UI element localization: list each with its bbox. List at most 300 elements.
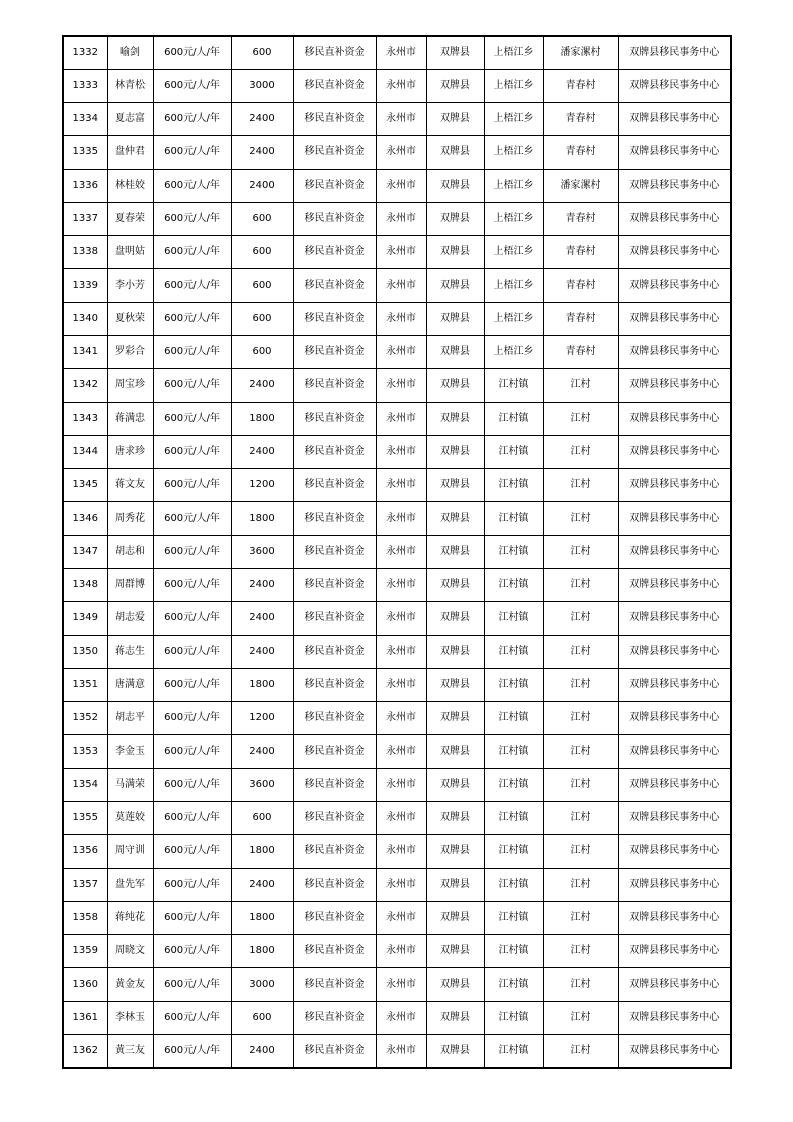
table-row [63, 635, 731, 668]
city-cell: 永州市 [376, 768, 426, 801]
village-cell: 青春村 [543, 269, 618, 302]
row-number-cell: 1351 [63, 668, 107, 701]
name-cell: 李金玉 [107, 735, 153, 768]
agency-cell: 双牌县移民事务中心 [618, 502, 731, 535]
name-cell: 周宝珍 [107, 369, 153, 402]
name-cell: 林桂姣 [107, 169, 153, 202]
village-cell: 潘家漯村 [543, 169, 618, 202]
amount-cell: 1200 [231, 469, 293, 502]
agency-cell: 双牌县移民事务中心 [618, 868, 731, 901]
row-number-cell: 1340 [63, 302, 107, 335]
city-cell: 永州市 [376, 901, 426, 934]
village-cell: 江村 [543, 435, 618, 468]
row-number-cell: 1334 [63, 103, 107, 136]
city-cell: 永州市 [376, 402, 426, 435]
standard-cell: 600元/人/年 [153, 336, 231, 369]
township-cell: 江村镇 [484, 635, 543, 668]
fund-type-cell: 移民直补资金 [293, 435, 376, 468]
city-cell: 永州市 [376, 369, 426, 402]
name-cell: 林青松 [107, 69, 153, 102]
county-cell: 双牌县 [426, 535, 484, 568]
amount-cell: 2400 [231, 435, 293, 468]
standard-cell: 600元/人/年 [153, 702, 231, 735]
county-cell: 双牌县 [426, 269, 484, 302]
city-cell: 永州市 [376, 868, 426, 901]
table-row [63, 435, 731, 468]
name-cell: 唐满意 [107, 668, 153, 701]
table-row [63, 835, 731, 868]
agency-cell: 双牌县移民事务中心 [618, 735, 731, 768]
city-cell: 永州市 [376, 36, 426, 69]
row-number-cell: 1358 [63, 901, 107, 934]
row-number-cell: 1339 [63, 269, 107, 302]
village-cell: 江村 [543, 968, 618, 1001]
fund-type-cell: 移民直补资金 [293, 702, 376, 735]
table-row [63, 702, 731, 735]
amount-cell: 3600 [231, 535, 293, 568]
city-cell: 永州市 [376, 668, 426, 701]
city-cell: 永州市 [376, 968, 426, 1001]
fund-type-cell: 移民直补资金 [293, 868, 376, 901]
standard-cell: 600元/人/年 [153, 169, 231, 202]
amount-cell: 1800 [231, 835, 293, 868]
agency-cell: 双牌县移民事务中心 [618, 702, 731, 735]
table-row [63, 1034, 731, 1067]
county-cell: 双牌县 [426, 103, 484, 136]
fund-type-cell: 移民直补资金 [293, 302, 376, 335]
township-cell: 上梧江乡 [484, 202, 543, 235]
village-cell: 江村 [543, 469, 618, 502]
table-row [63, 968, 731, 1001]
name-cell: 马满荣 [107, 768, 153, 801]
standard-cell: 600元/人/年 [153, 635, 231, 668]
fund-type-cell: 移民直补资金 [293, 735, 376, 768]
township-cell: 上梧江乡 [484, 69, 543, 102]
standard-cell: 600元/人/年 [153, 668, 231, 701]
county-cell: 双牌县 [426, 901, 484, 934]
township-cell: 江村镇 [484, 735, 543, 768]
fund-type-cell: 移民直补资金 [293, 635, 376, 668]
name-cell: 周群博 [107, 569, 153, 602]
county-cell: 双牌县 [426, 968, 484, 1001]
fund-type-cell: 移民直补资金 [293, 535, 376, 568]
agency-cell: 双牌县移民事务中心 [618, 136, 731, 169]
city-cell: 永州市 [376, 502, 426, 535]
county-cell: 双牌县 [426, 69, 484, 102]
village-cell: 江村 [543, 635, 618, 668]
name-cell: 喻剑 [107, 36, 153, 69]
standard-cell: 600元/人/年 [153, 302, 231, 335]
fund-type-cell: 移民直补资金 [293, 169, 376, 202]
name-cell: 黄三友 [107, 1034, 153, 1067]
table-row [63, 236, 731, 269]
agency-cell: 双牌县移民事务中心 [618, 901, 731, 934]
township-cell: 江村镇 [484, 369, 543, 402]
city-cell: 永州市 [376, 1034, 426, 1067]
fund-type-cell: 移民直补资金 [293, 768, 376, 801]
standard-cell: 600元/人/年 [153, 569, 231, 602]
township-cell: 上梧江乡 [484, 236, 543, 269]
county-cell: 双牌县 [426, 835, 484, 868]
county-cell: 双牌县 [426, 735, 484, 768]
agency-cell: 双牌县移民事务中心 [618, 569, 731, 602]
county-cell: 双牌县 [426, 801, 484, 834]
county-cell: 双牌县 [426, 502, 484, 535]
village-cell: 江村 [543, 668, 618, 701]
amount-cell: 600 [231, 336, 293, 369]
amount-cell: 2400 [231, 868, 293, 901]
city-cell: 永州市 [376, 269, 426, 302]
row-number-cell: 1349 [63, 602, 107, 635]
city-cell: 永州市 [376, 302, 426, 335]
standard-cell: 600元/人/年 [153, 402, 231, 435]
amount-cell: 2400 [231, 602, 293, 635]
county-cell: 双牌县 [426, 1001, 484, 1034]
standard-cell: 600元/人/年 [153, 236, 231, 269]
table-row [63, 768, 731, 801]
name-cell: 胡志爱 [107, 602, 153, 635]
table-row [63, 901, 731, 934]
amount-cell: 1800 [231, 901, 293, 934]
township-cell: 上梧江乡 [484, 302, 543, 335]
agency-cell: 双牌县移民事务中心 [618, 36, 731, 69]
name-cell: 蒋志生 [107, 635, 153, 668]
amount-cell: 600 [231, 1001, 293, 1034]
township-cell: 江村镇 [484, 668, 543, 701]
county-cell: 双牌县 [426, 136, 484, 169]
row-number-cell: 1350 [63, 635, 107, 668]
city-cell: 永州市 [376, 169, 426, 202]
city-cell: 永州市 [376, 69, 426, 102]
township-cell: 江村镇 [484, 1001, 543, 1034]
township-cell: 江村镇 [484, 968, 543, 1001]
fund-type-cell: 移民直补资金 [293, 36, 376, 69]
amount-cell: 1800 [231, 402, 293, 435]
county-cell: 双牌县 [426, 302, 484, 335]
fund-type-cell: 移民直补资金 [293, 901, 376, 934]
amount-cell: 600 [231, 36, 293, 69]
agency-cell: 双牌县移民事务中心 [618, 202, 731, 235]
village-cell: 江村 [543, 702, 618, 735]
county-cell: 双牌县 [426, 169, 484, 202]
amount-cell: 2400 [231, 369, 293, 402]
city-cell: 永州市 [376, 569, 426, 602]
standard-cell: 600元/人/年 [153, 835, 231, 868]
table-body [63, 36, 731, 1068]
fund-type-cell: 移民直补资金 [293, 236, 376, 269]
city-cell: 永州市 [376, 635, 426, 668]
table-row [63, 735, 731, 768]
city-cell: 永州市 [376, 1001, 426, 1034]
agency-cell: 双牌县移民事务中心 [618, 968, 731, 1001]
county-cell: 双牌县 [426, 402, 484, 435]
name-cell: 李小芳 [107, 269, 153, 302]
county-cell: 双牌县 [426, 702, 484, 735]
name-cell: 胡志和 [107, 535, 153, 568]
row-number-cell: 1354 [63, 768, 107, 801]
fund-type-cell: 移民直补资金 [293, 801, 376, 834]
village-cell: 江村 [543, 602, 618, 635]
city-cell: 永州市 [376, 801, 426, 834]
amount-cell: 2400 [231, 1034, 293, 1067]
row-number-cell: 1333 [63, 69, 107, 102]
city-cell: 永州市 [376, 202, 426, 235]
row-number-cell: 1361 [63, 1001, 107, 1034]
county-cell: 双牌县 [426, 369, 484, 402]
amount-cell: 600 [231, 236, 293, 269]
row-number-cell: 1342 [63, 369, 107, 402]
agency-cell: 双牌县移民事务中心 [618, 635, 731, 668]
township-cell: 江村镇 [484, 435, 543, 468]
township-cell: 上梧江乡 [484, 169, 543, 202]
fund-type-cell: 移民直补资金 [293, 202, 376, 235]
table-row [63, 668, 731, 701]
township-cell: 江村镇 [484, 469, 543, 502]
city-cell: 永州市 [376, 136, 426, 169]
agency-cell: 双牌县移民事务中心 [618, 435, 731, 468]
row-number-cell: 1338 [63, 236, 107, 269]
row-number-cell: 1360 [63, 968, 107, 1001]
row-number-cell: 1343 [63, 402, 107, 435]
row-number-cell: 1362 [63, 1034, 107, 1067]
table-row [63, 602, 731, 635]
agency-cell: 双牌县移民事务中心 [618, 302, 731, 335]
agency-cell: 双牌县移民事务中心 [618, 602, 731, 635]
city-cell: 永州市 [376, 236, 426, 269]
village-cell: 青春村 [543, 103, 618, 136]
amount-cell: 600 [231, 801, 293, 834]
amount-cell: 2400 [231, 635, 293, 668]
village-cell: 青春村 [543, 336, 618, 369]
name-cell: 盘仲君 [107, 136, 153, 169]
county-cell: 双牌县 [426, 336, 484, 369]
city-cell: 永州市 [376, 702, 426, 735]
township-cell: 江村镇 [484, 1034, 543, 1067]
standard-cell: 600元/人/年 [153, 502, 231, 535]
village-cell: 青春村 [543, 136, 618, 169]
name-cell: 蒋文友 [107, 469, 153, 502]
row-number-cell: 1346 [63, 502, 107, 535]
table-row [63, 302, 731, 335]
amount-cell: 3000 [231, 69, 293, 102]
agency-cell: 双牌县移民事务中心 [618, 269, 731, 302]
fund-type-cell: 移民直补资金 [293, 336, 376, 369]
city-cell: 永州市 [376, 469, 426, 502]
township-cell: 江村镇 [484, 702, 543, 735]
fund-type-cell: 移民直补资金 [293, 369, 376, 402]
city-cell: 永州市 [376, 935, 426, 968]
standard-cell: 600元/人/年 [153, 269, 231, 302]
standard-cell: 600元/人/年 [153, 868, 231, 901]
amount-cell: 1800 [231, 668, 293, 701]
agency-cell: 双牌县移民事务中心 [618, 236, 731, 269]
row-number-cell: 1336 [63, 169, 107, 202]
agency-cell: 双牌县移民事务中心 [618, 801, 731, 834]
name-cell: 盘先军 [107, 868, 153, 901]
city-cell: 永州市 [376, 835, 426, 868]
agency-cell: 双牌县移民事务中心 [618, 469, 731, 502]
row-number-cell: 1348 [63, 569, 107, 602]
standard-cell: 600元/人/年 [153, 36, 231, 69]
township-cell: 上梧江乡 [484, 336, 543, 369]
agency-cell: 双牌县移民事务中心 [618, 69, 731, 102]
village-cell: 青春村 [543, 302, 618, 335]
table-row [63, 269, 731, 302]
standard-cell: 600元/人/年 [153, 768, 231, 801]
fund-type-cell: 移民直补资金 [293, 569, 376, 602]
row-number-cell: 1347 [63, 535, 107, 568]
fund-type-cell: 移民直补资金 [293, 1001, 376, 1034]
name-cell: 周守训 [107, 835, 153, 868]
township-cell: 江村镇 [484, 868, 543, 901]
table-row [63, 69, 731, 102]
fund-type-cell: 移民直补资金 [293, 502, 376, 535]
name-cell: 夏春荣 [107, 202, 153, 235]
row-number-cell: 1337 [63, 202, 107, 235]
table-row [63, 801, 731, 834]
township-cell: 江村镇 [484, 901, 543, 934]
row-number-cell: 1357 [63, 868, 107, 901]
city-cell: 永州市 [376, 336, 426, 369]
amount-cell: 3000 [231, 968, 293, 1001]
village-cell: 江村 [543, 369, 618, 402]
county-cell: 双牌县 [426, 935, 484, 968]
village-cell: 江村 [543, 402, 618, 435]
fund-type-cell: 移民直补资金 [293, 935, 376, 968]
name-cell: 莫莲姣 [107, 801, 153, 834]
name-cell: 周秀花 [107, 502, 153, 535]
standard-cell: 600元/人/年 [153, 602, 231, 635]
name-cell: 李林玉 [107, 1001, 153, 1034]
village-cell: 江村 [543, 868, 618, 901]
agency-cell: 双牌县移民事务中心 [618, 535, 731, 568]
city-cell: 永州市 [376, 535, 426, 568]
standard-cell: 600元/人/年 [153, 1001, 231, 1034]
county-cell: 双牌县 [426, 602, 484, 635]
village-cell: 江村 [543, 1001, 618, 1034]
township-cell: 江村镇 [484, 835, 543, 868]
row-number-cell: 1332 [63, 36, 107, 69]
name-cell: 夏秋荣 [107, 302, 153, 335]
village-cell: 江村 [543, 801, 618, 834]
row-number-cell: 1344 [63, 435, 107, 468]
fund-type-cell: 移民直补资金 [293, 69, 376, 102]
agency-cell: 双牌县移民事务中心 [618, 1034, 731, 1067]
village-cell: 潘家漯村 [543, 36, 618, 69]
standard-cell: 600元/人/年 [153, 801, 231, 834]
village-cell: 青春村 [543, 69, 618, 102]
name-cell: 盘明姑 [107, 236, 153, 269]
fund-type-cell: 移民直补资金 [293, 136, 376, 169]
standard-cell: 600元/人/年 [153, 103, 231, 136]
agency-cell: 双牌县移民事务中心 [618, 668, 731, 701]
village-cell: 江村 [543, 535, 618, 568]
table-row [63, 868, 731, 901]
row-number-cell: 1345 [63, 469, 107, 502]
county-cell: 双牌县 [426, 635, 484, 668]
township-cell: 江村镇 [484, 801, 543, 834]
agency-cell: 双牌县移民事务中心 [618, 402, 731, 435]
table-row [63, 502, 731, 535]
name-cell: 胡志平 [107, 702, 153, 735]
village-cell: 江村 [543, 901, 618, 934]
agency-cell: 双牌县移民事务中心 [618, 103, 731, 136]
row-number-cell: 1335 [63, 136, 107, 169]
amount-cell: 600 [231, 269, 293, 302]
row-number-cell: 1356 [63, 835, 107, 868]
table-row [63, 469, 731, 502]
fund-type-cell: 移民直补资金 [293, 602, 376, 635]
agency-cell: 双牌县移民事务中心 [618, 169, 731, 202]
standard-cell: 600元/人/年 [153, 901, 231, 934]
county-cell: 双牌县 [426, 469, 484, 502]
row-number-cell: 1359 [63, 935, 107, 968]
table-row [63, 103, 731, 136]
amount-cell: 1800 [231, 935, 293, 968]
agency-cell: 双牌县移民事务中心 [618, 369, 731, 402]
city-cell: 永州市 [376, 435, 426, 468]
county-cell: 双牌县 [426, 1034, 484, 1067]
county-cell: 双牌县 [426, 202, 484, 235]
agency-cell: 双牌县移民事务中心 [618, 768, 731, 801]
county-cell: 双牌县 [426, 569, 484, 602]
village-cell: 青春村 [543, 236, 618, 269]
county-cell: 双牌县 [426, 435, 484, 468]
city-cell: 永州市 [376, 103, 426, 136]
village-cell: 江村 [543, 768, 618, 801]
fund-type-cell: 移民直补资金 [293, 469, 376, 502]
city-cell: 永州市 [376, 602, 426, 635]
standard-cell: 600元/人/年 [153, 735, 231, 768]
name-cell: 蒋满忠 [107, 402, 153, 435]
standard-cell: 600元/人/年 [153, 202, 231, 235]
table-row [63, 169, 731, 202]
village-cell: 江村 [543, 935, 618, 968]
township-cell: 江村镇 [484, 768, 543, 801]
amount-cell: 2400 [231, 169, 293, 202]
village-cell: 江村 [543, 835, 618, 868]
table-row [63, 369, 731, 402]
township-cell: 江村镇 [484, 602, 543, 635]
standard-cell: 600元/人/年 [153, 968, 231, 1001]
township-cell: 上梧江乡 [484, 269, 543, 302]
county-cell: 双牌县 [426, 236, 484, 269]
name-cell: 夏志富 [107, 103, 153, 136]
county-cell: 双牌县 [426, 36, 484, 69]
agency-cell: 双牌县移民事务中心 [618, 336, 731, 369]
amount-cell: 1200 [231, 702, 293, 735]
fund-type-cell: 移民直补资金 [293, 668, 376, 701]
fund-type-cell: 移民直补资金 [293, 103, 376, 136]
amount-cell: 2400 [231, 735, 293, 768]
name-cell: 黄金友 [107, 968, 153, 1001]
agency-cell: 双牌县移民事务中心 [618, 835, 731, 868]
township-cell: 上梧江乡 [484, 36, 543, 69]
table-row [63, 336, 731, 369]
row-number-cell: 1353 [63, 735, 107, 768]
amount-cell: 2400 [231, 569, 293, 602]
township-cell: 江村镇 [484, 402, 543, 435]
name-cell: 周晓文 [107, 935, 153, 968]
table-row [63, 36, 731, 69]
agency-cell: 双牌县移民事务中心 [618, 1001, 731, 1034]
name-cell: 唐求珍 [107, 435, 153, 468]
standard-cell: 600元/人/年 [153, 469, 231, 502]
row-number-cell: 1352 [63, 702, 107, 735]
township-cell: 江村镇 [484, 935, 543, 968]
row-number-cell: 1355 [63, 801, 107, 834]
amount-cell: 2400 [231, 103, 293, 136]
